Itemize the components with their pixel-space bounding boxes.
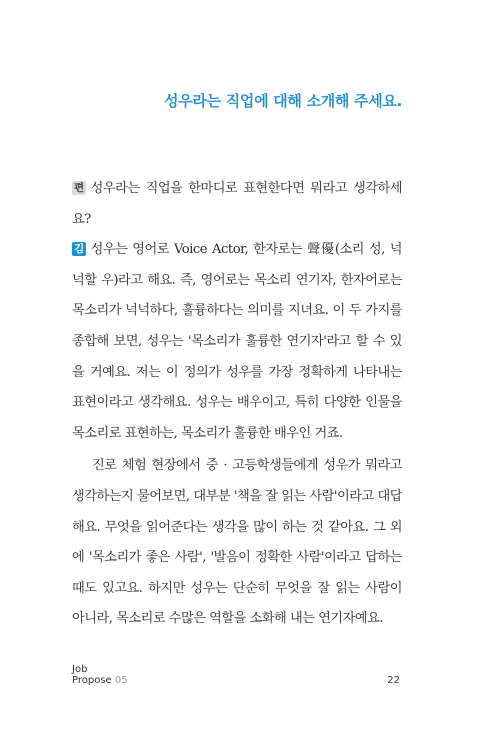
answer-text-1: 성우는 영어로 Voice Actor, 한자로는 聲優(소리 성, 넉넉할 우)라고 해요. 즉, 영어로는 목소리 연기자, 한자어로는 목소리가 넉넉하다, 훌륭하다는 의미를 지녀요. 이 두 가지를 종합해 보면, 성우는 '목소리가 훌륭한 연기자'라고 할 수 있을 거예요. 저는 이 정의가 성우를 가장 정확하게 나타내는 표현이라고 생각해요. 성우는 배우이고, 특히 다양한 인물을 목소리로 표현하는, 목소리가 훌륭한 배우인 거죠. bbox=[72, 242, 402, 441]
series-label bbox=[72, 664, 128, 686]
page-number: 22 bbox=[387, 675, 400, 686]
answer-paragraph-2: 진로 체험 현장에서 중 · 고등학생들에게 성우가 뭐라고 생각하는지 물어보면, 대부분 '책을 잘 읽는 사람'이라고 대답해요. 무엇을 읽어준다는 생각을 많이 하는 것 같아요. 그 외에 '목소리가 좋은 사람', '발음이 정확한 사람'이라고 답하는 때도 있고요. 하지만 성우는 단순히 무엇을 잘 읽는 사람이 아니라, 목소리로 수많은 역할을 소화해 내는 연기자예요. bbox=[72, 458, 402, 627]
section-heading: 성우라는 직업에 대해 소개해 주세요. bbox=[164, 92, 402, 110]
question-text: 성우라는 직업을 한마디로 표현한다면 뭐라고 생각하세요? bbox=[72, 181, 402, 227]
interviewee-badge: 김 bbox=[74, 243, 84, 256]
interviewer-badge: 편 bbox=[74, 182, 84, 194]
series-line-1: Job bbox=[72, 664, 88, 675]
series-line-2 bbox=[72, 675, 128, 686]
question-paragraph bbox=[72, 174, 402, 235]
series-number: 05 bbox=[114, 675, 128, 686]
series-name: Propose bbox=[72, 675, 112, 686]
interview-body bbox=[72, 174, 402, 635]
answer-paragraph bbox=[72, 235, 402, 449]
